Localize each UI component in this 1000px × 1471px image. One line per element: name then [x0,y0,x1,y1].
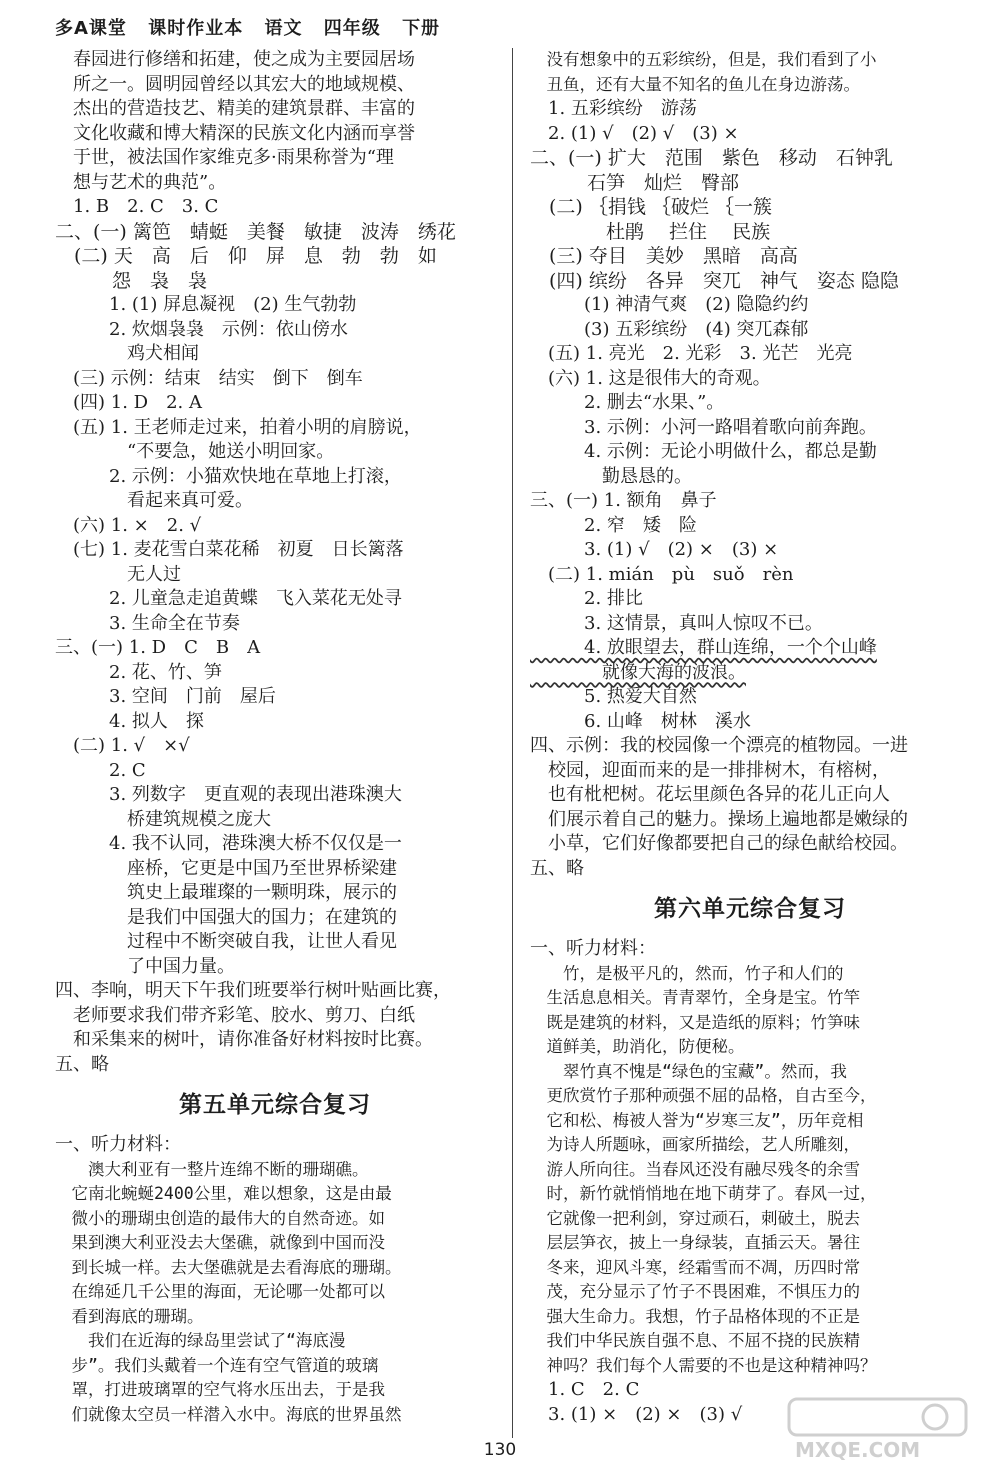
answer-line: 杜鹃 拦住 民族 [530,220,771,243]
watermark-logo-icon [785,1395,970,1463]
answer-line: 五、略 [530,857,584,879]
answer-line: 它南北蜿蜒2400公里，难以想象，这是由最 [55,1184,392,1203]
answer-line: 丑鱼，还有大量不知名的鱼儿在身边游荡。 [530,74,860,94]
answer-line: 更欣赏竹子那种顽强不屈的品格，自古至今， [530,1086,877,1105]
answer-line: 座桥，它更是中国乃至世界桥梁建 [55,857,397,879]
answer-line: 6. 山峰 树林 溪水 [530,710,751,732]
answer-line: 冬来，迎风斗寒，经霜雪而不凋，历四时常 [530,1257,860,1277]
answer-line: (二) ｛捐钱 ｛破烂 ｛一簇 [530,196,772,218]
answer-line: 4. 放眼望去，群山连绵，一个个山峰 [530,637,877,658]
answer-line: 了中国力量。 [55,955,235,977]
answer-line: 怨 袅 袅 [55,269,208,292]
answer-line: 石笋 灿烂 臀部 [530,171,740,194]
answer-line: 为诗人所题咏，画家所描绘，艺人所雕刻， [530,1135,860,1154]
answer-line: 3. 列数字 更直观的表现出港珠澳大 [55,784,402,805]
answer-line: 4. 示例：无论小明做什么，都总是勤 [530,441,877,462]
answer-line: (二) 1. mián pù suǒ rèn [530,563,794,585]
answer-line: (六) 1. 这是很伟大的奇观。 [530,367,771,389]
answer-line: 1. B 2. C 3. C [55,196,219,217]
answer-line: 强大生命力。我想，竹子品格体现的不正是 [530,1306,860,1326]
answer-line: 步”。我们头戴着一个连有空气管道的玻璃 [55,1355,379,1375]
page-number: 130 [483,1440,517,1460]
answer-line: 竹，是极平凡的，然而，竹子和人们的 [530,963,844,983]
answer-line: 看到海底的珊瑚。 [55,1306,204,1326]
answer-line: 2. 窄 矮 险 [530,514,697,536]
answer-line: 3. 这情景，真叫人惊叹不已。 [530,612,823,634]
answer-line: 2. 删去“水果、”。 [530,392,725,413]
answer-line: 一、听力材料： [530,938,656,959]
answer-line: 没有想象中的五彩缤纷，但是，我们看到了小 [530,50,877,69]
answer-line: 2. 炊烟袅袅 示例：依山傍水 [55,318,348,340]
answer-line: 三、(一) 1. 额角 鼻子 [530,490,717,511]
answer-line: 游人所向往。当春风还没有融尽残冬的余雪 [530,1159,860,1179]
answer-line: 我们在近海的绿岛里尝试了“海底漫 [55,1331,346,1350]
answer-line: (3) 五彩缤纷 (4) 突兀森郁 [530,318,809,340]
answer-line: 3. 生命全在节奏 [55,612,240,634]
answer-line: 三、(一) 1. D C B A [55,637,261,658]
answer-line: 四、李响，明天下午我们班要举行树叶贴画比赛， [55,980,451,1001]
right-column [530,48,970,1427]
answer-line: “不要急，她送小明回家。 [55,441,335,462]
answer-line: 小草，它们好像都要把自己的绿色献给校园。 [530,833,908,854]
answer-line: (五) 1. 亮光 2. 光彩 3. 光芒 光亮 [530,343,853,364]
answer-line: 到长城一样。去大堡礁就是去看海底的珊瑚。 [55,1257,402,1277]
answer-line: (四) 1. D 2. A [55,392,202,413]
answer-line: 一、听力材料： [55,1134,181,1155]
section-heading: 第六单元综合复习 [654,896,846,922]
answer-line: 1. (1) 屏息凝视 (2) 生气勃勃 [55,294,357,315]
answer-line: 们就像太空员一样潜入水中。海底的世界虽然 [55,1404,402,1424]
answer-line: (七) 1. 麦花雪白菜花稀 初夏 日长篱落 [55,539,404,560]
answer-line: 果到澳大利亚没去大堡礁，就像到中国而没 [55,1233,385,1252]
answer-line: 5. 热爱大自然 [530,686,697,707]
answer-line: 2. C [55,759,146,781]
answer-line: 就像大海的波浪。 [530,661,746,683]
answer-line: 翠竹真不愧是“绿色的宝藏”。然而，我 [530,1061,847,1081]
answer-line: 层层笋衣，披上一身绿装，直插云天。暑往 [530,1233,860,1252]
section-heading: 第五单元综合复习 [179,1092,371,1118]
answer-line: 澳大利亚有一整片连绵不断的珊瑚礁。 [55,1159,369,1179]
answer-line: 既是建筑的材料，又是造纸的原料；竹笋味 [530,1012,860,1032]
answer-line: 二、(一) 扩大 范围 紫色 移动 石钟乳 [530,147,893,169]
answer-line: 也有枇杷树。花坛里颜色各异的花儿正向人 [530,784,890,805]
answer-line: 1. C 2. C [530,1379,640,1400]
header-grade: 四年级 [323,18,381,39]
answer-line: 3. (1) × (2) × (3) √ [530,1403,743,1425]
answer-line: 时，新竹就悄悄地在地下萌芽了。春风一过， [530,1184,877,1203]
answer-line: 杰出的营造技艺、精美的建筑景群、丰富的 [55,98,415,119]
answer-line: (三) 示例：结束 结实 倒下 倒车 [55,367,363,389]
answer-line: 我们中华民族自强不息、不屈不挠的民族精 [530,1331,860,1350]
answer-line: 无人过 [55,563,181,585]
answer-line: 鸡犬相闻 [55,343,199,364]
header-series: 课时作业本 [148,18,244,39]
header-volume: 下册 [402,18,441,39]
answer-line: 勤恳恳的。 [530,465,692,487]
answer-line: 2. (1) √ (2) √ (3) × [530,122,739,144]
answer-line: (五) 1. 王老师走过来，拍着小明的肩膀说， [55,416,422,438]
answer-line: 3. 示例：小河一路唱着歌向前奔跑。 [530,416,877,438]
answer-line: 老师要求我们带齐彩笔、胶水、剪刀、白纸 [55,1004,415,1026]
page-header [55,14,454,40]
answer-line: 看起来真可爱。 [55,490,253,511]
answer-line: 2. 儿童急走追黄蝶 飞入菜花无处寻 [55,588,402,609]
answer-line: 4. 拟人 探 [55,710,204,732]
answer-line: 想与艺术的典范”。 [55,171,227,193]
answer-line: 所之一。圆明园曾经以其宏大的地域规模、 [55,73,415,95]
answer-line: 五、略 [55,1053,109,1075]
answer-line: 2. 示例：小猫欢快地在草地上打滚， [55,465,402,487]
answer-line: (二) 天 高 后 仰 屏 息 勃 勃 如 [55,245,437,267]
answer-line: 3. (1) √ (2) × (3) × [530,539,779,560]
answer-line: (1) 神清气爽 (2) 隐隐约约 [530,294,809,315]
answer-line: 它和松、梅被人誉为“岁寒三友”，历年竞相 [530,1110,864,1130]
answer-line: 微小的珊瑚虫创造的最伟大的自然奇迹。如 [55,1208,385,1228]
answer-line: (六) 1. × 2. √ [55,514,202,536]
answer-line: (三) 夺目 美妙 黑暗 高高 [530,245,798,267]
answer-line: 四、示例：我的校园像一个漂亮的植物园。一进 [530,735,908,756]
answer-line: 文化收藏和博大精深的民族文化内涵而享誉 [55,122,415,144]
answer-line: (四) 缤纷 各异 突兀 神气 姿态 隐隐 [530,269,899,292]
answer-line: 和采集来的树叶，请你准备好材料按时比赛。 [55,1029,433,1050]
answer-line: 神吗？我们每个人需要的不也是这种精神吗？ [530,1355,877,1375]
answer-line: 在绵延几千公里的海面，无论哪一处都可以 [55,1282,385,1301]
answer-line: 2. 花、竹、笋 [55,661,222,683]
answer-line: 校园，迎面而来的是一排排树木，有榕树， [530,759,890,781]
answer-line: 道鲜美，助消化，防便秘。 [530,1037,745,1056]
answer-line: 4. 我不认同，港珠澳大桥不仅仅是一 [55,833,402,854]
answer-line: 筑史上最璀璨的一颗明珠，展示的 [55,882,397,903]
answer-line: 二、(一) 篱笆 蜻蜓 美餐 敏捷 波涛 绣花 [55,220,456,243]
answer-line: 生活息息相关。青青翠竹，全身是宝。竹竿 [530,988,860,1007]
answer-line: 是我们中国强大的国力；在建筑的 [55,906,397,928]
header-brand: 多A课堂 [55,18,127,39]
answer-line: 于世，被法国作家维克多·雨果称誉为“理 [55,147,394,168]
left-column [55,48,495,1427]
answer-line: 它就像一把利剑，穿过顽石，刺破土，脱去 [530,1208,860,1228]
answer-line: 茂，充分显示了竹子不畏困难，不惧压力的 [530,1282,860,1301]
answer-line: (二) 1. √ ×√ [55,735,190,756]
answer-line: 们展示着自己的魅力。操场上遍地都是嫩绿的 [530,808,908,830]
column-divider [512,48,513,1438]
header-subject: 语文 [264,18,303,39]
answer-line: 过程中不断突破自我，让世人看见 [55,931,397,952]
answer-line: 3. 空间 门前 屋后 [55,686,276,707]
answer-line: 2. 排比 [530,588,643,609]
answer-line: 1. 五彩缤纷 游荡 [530,98,697,119]
answer-line: 罩，打进玻璃罩的空气将水压出去，于是我 [55,1380,385,1399]
answer-line: 春园进行修缮和拓建，使之成为主要园居场 [55,49,415,70]
watermark-text: MXQE.COM [795,1438,921,1462]
answer-line: 桥建筑规模之庞大 [55,808,271,830]
